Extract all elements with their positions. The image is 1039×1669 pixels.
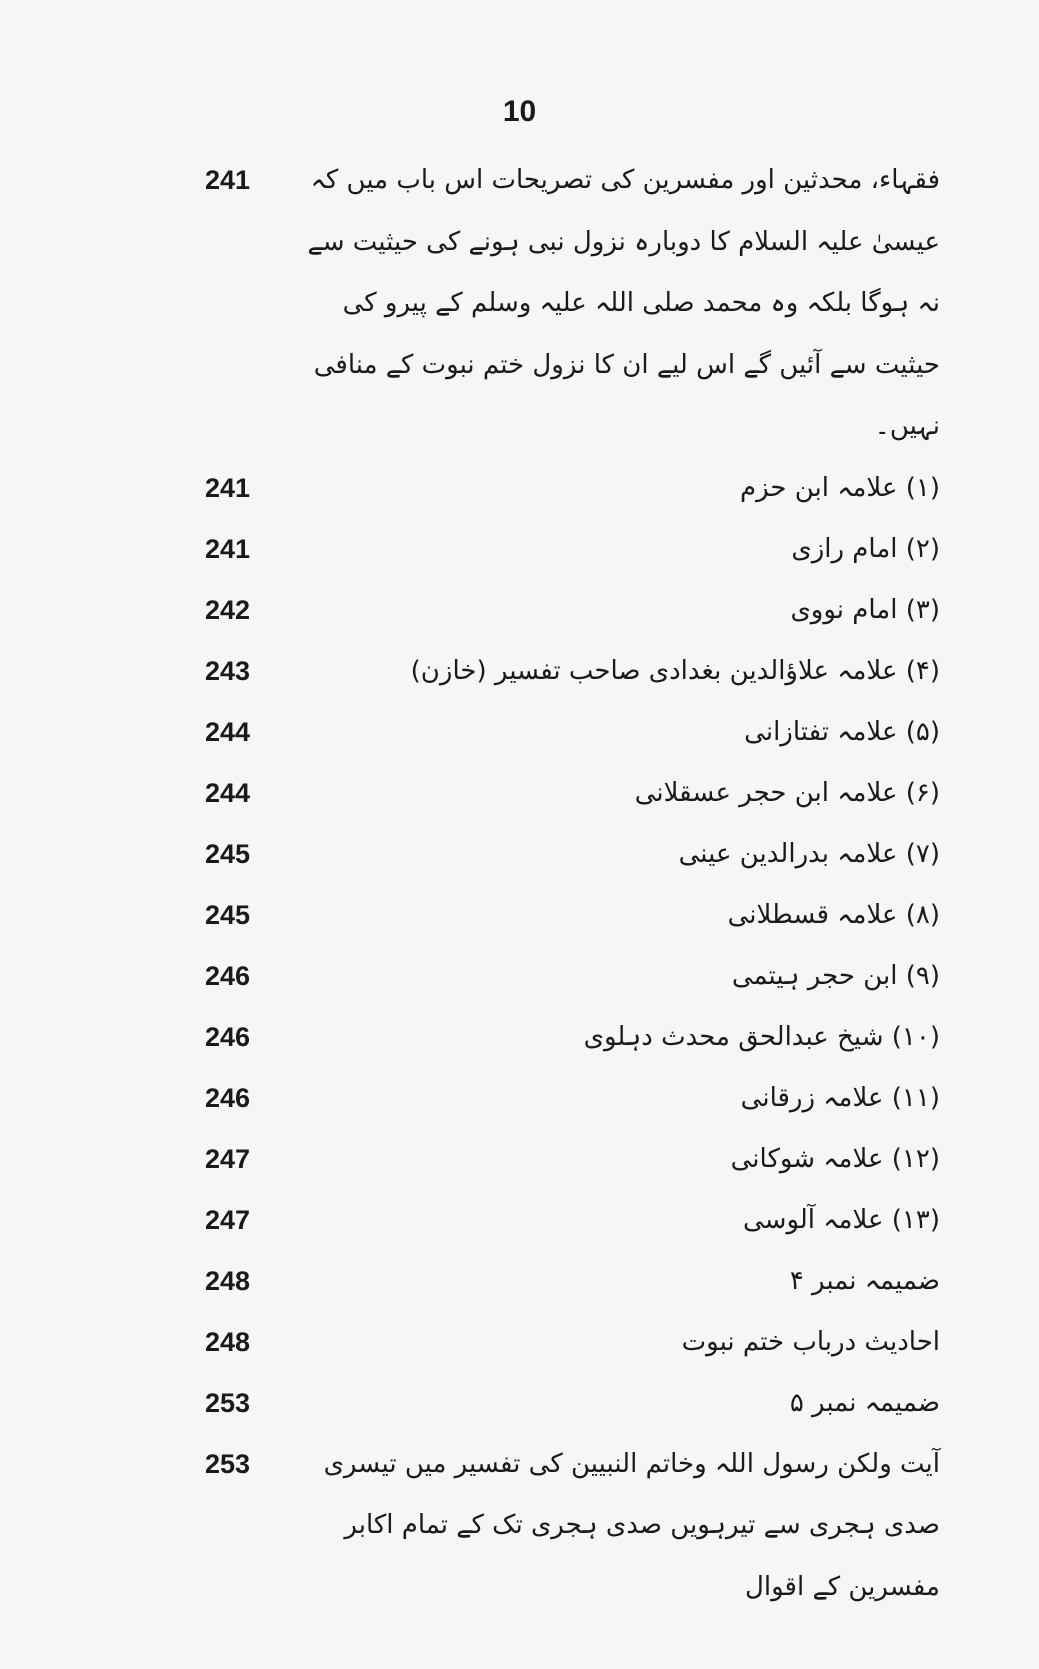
toc-entry-title: (۵) علامہ تفتازانی <box>744 716 940 747</box>
toc-entry-title: (۱۰) شیخ عبدالحق محدث دہلوی <box>583 1021 940 1052</box>
toc-entry-page: 248 <box>205 1326 251 1357</box>
toc-entry-title: ضمیمہ نمبر ۵ <box>789 1387 940 1418</box>
toc-entry-page: 243 <box>205 655 251 686</box>
toc-entry-page: 246 <box>205 960 251 991</box>
toc-entry-page: 242 <box>205 594 251 625</box>
toc-entry-title: (۱۲) علامہ شوکانی <box>730 1143 940 1174</box>
toc-entry-title: (۱۳) علامہ آلوسی <box>743 1204 940 1235</box>
toc-entry-title: ضمیمہ نمبر ۴ <box>789 1265 940 1296</box>
toc-entry-title: (۹) ابن حجر ہیتمی <box>731 960 940 991</box>
toc-entry-title: (۶) علامہ ابن حجر عسقلانی <box>634 777 940 808</box>
toc-entry-title: (۲) امام رازی <box>791 533 940 564</box>
toc-entry <box>205 763 940 824</box>
toc-entry-page: 241 <box>205 472 251 503</box>
toc-entry <box>205 1434 940 1619</box>
toc-entry <box>205 1251 940 1312</box>
toc-entry-title: (۴) علامہ علاؤالدین بغدادی صاحب تفسیر (خازن) <box>410 655 940 686</box>
toc-entry <box>205 519 940 580</box>
toc-entry <box>205 580 940 641</box>
toc-entry-page: 244 <box>205 777 251 808</box>
toc-entry <box>205 1312 940 1373</box>
toc-entry-title: (۳) امام نووی <box>790 594 940 625</box>
toc-entry <box>205 1129 940 1190</box>
toc-entry-page: 247 <box>205 1143 251 1174</box>
toc-entry-page: 245 <box>205 838 251 869</box>
toc-entry <box>205 150 940 458</box>
toc-entry-page: 253 <box>205 1448 251 1479</box>
toc-entry <box>205 702 940 763</box>
toc-entry-title: (۱) علامہ ابن حزم <box>739 472 940 503</box>
toc-entry <box>205 885 940 946</box>
toc-entry-page: 246 <box>205 1021 251 1052</box>
toc-entry <box>205 458 940 519</box>
toc-entry-page: 241 <box>205 533 251 564</box>
toc-entry-title: فقہاء، محدثین اور مفسرین کی تصریحات اس باب میں کہ عیسیٰ علیہ السلام کا دوبارہ نزول نبی ہونے کی حیثیت سے نہ ہوگا بلکہ وہ محمد صلی اللہ علیہ وسلم کے پیرو کی حیثیت سے آئیں گے اس لیے ان کا نزول ختم نبوت کے منافی نہیں۔ <box>307 165 940 441</box>
toc-entry-title: (۷) علامہ بدرالدین عینی <box>678 838 940 869</box>
table-of-contents <box>205 150 940 1618</box>
toc-entry <box>205 1190 940 1251</box>
toc-entry <box>205 1068 940 1129</box>
toc-entry-title: احادیث درباب ختم نبوت <box>681 1326 940 1357</box>
page-number: 10 <box>502 95 537 128</box>
toc-entry-title: (۸) علامہ قسطلانی <box>727 899 940 930</box>
toc-entry-page: 253 <box>205 1387 251 1418</box>
toc-entry <box>205 1373 940 1434</box>
toc-entry <box>205 824 940 885</box>
toc-entry-page: 244 <box>205 716 251 747</box>
toc-entry-page: 248 <box>205 1265 251 1296</box>
toc-entry <box>205 946 940 1007</box>
toc-entry-page: 246 <box>205 1082 251 1113</box>
toc-entry-page: 247 <box>205 1204 251 1235</box>
toc-entry <box>205 641 940 702</box>
toc-entry-title: آیت ولکن رسول اللہ وخاتم النبیین کی تفسیر میں تیسری صدی ہجری سے تیرہویں صدی ہجری تک کے تمام اکابر مفسرین کے اقوال <box>323 1448 940 1602</box>
toc-entry <box>205 1007 940 1068</box>
toc-entry-page: 245 <box>205 899 251 930</box>
toc-entry-page: 241 <box>205 165 251 195</box>
toc-entry-title: (۱۱) علامہ زرقانی <box>740 1082 940 1113</box>
